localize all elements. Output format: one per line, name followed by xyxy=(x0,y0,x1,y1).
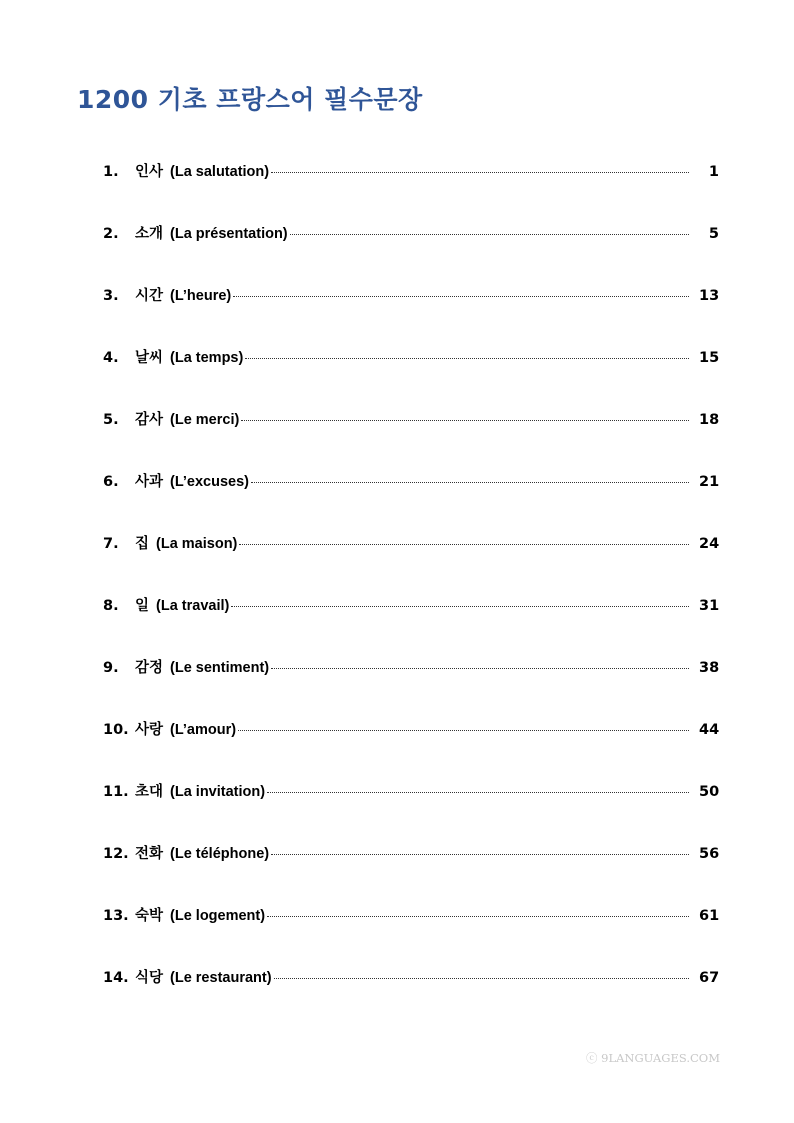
toc-entry-korean-title: 식당 xyxy=(135,970,164,986)
toc-entry-number: 9. xyxy=(103,660,119,676)
toc-entry-korean-title: 날씨 xyxy=(135,350,164,366)
toc-entry[interactable] xyxy=(103,842,719,904)
toc-entry-number: 5. xyxy=(103,412,119,428)
toc-entry-number: 2. xyxy=(103,226,119,242)
toc-entry-french-title: (Le merci) xyxy=(170,412,240,428)
toc-entry-french-title: (La présentation) xyxy=(170,226,288,242)
toc-entry[interactable] xyxy=(103,408,719,470)
toc-entry-korean-title: 전화 xyxy=(135,846,164,862)
toc-dot-leader xyxy=(233,295,689,297)
toc-entry-page-number: 67 xyxy=(699,970,720,986)
toc-entry-korean-title: 숙박 xyxy=(135,908,164,924)
toc-dot-leader xyxy=(238,729,689,731)
toc-entry-page-number: 31 xyxy=(699,598,720,614)
toc-entry-number: 3. xyxy=(103,288,119,304)
toc-entry-page-number: 15 xyxy=(699,350,720,366)
toc-entry-number: 1. xyxy=(103,164,119,180)
toc-entry-page-number: 5 xyxy=(708,226,719,242)
toc-entry-korean-title: 사랑 xyxy=(135,722,164,738)
toc-entry-french-title: (L’heure) xyxy=(170,288,232,304)
toc-entry[interactable] xyxy=(103,718,719,780)
toc-entry[interactable] xyxy=(103,904,719,966)
toc-entry-korean-title: 감사 xyxy=(135,412,164,428)
toc-entry[interactable] xyxy=(103,780,719,842)
toc-entry-french-title: (L’excuses) xyxy=(170,474,250,490)
toc-entry-french-title: (Le logement) xyxy=(170,908,266,924)
toc-dot-leader xyxy=(271,171,689,173)
toc-entry-number: 4. xyxy=(103,350,119,366)
toc-entry-number: 8. xyxy=(103,598,119,614)
toc-dot-leader xyxy=(271,853,689,855)
toc-entry-french-title: (Le sentiment) xyxy=(170,660,270,676)
toc-dot-leader xyxy=(290,233,689,235)
toc-dot-leader xyxy=(231,605,689,607)
toc-entry-number: 12. xyxy=(103,846,129,862)
toc-entry-page-number: 44 xyxy=(699,722,720,738)
toc-entry-french-title: (Le restaurant) xyxy=(170,970,272,986)
toc-entry-french-title: (La travail) xyxy=(156,598,230,614)
toc-entry-number: 14. xyxy=(103,970,129,986)
toc-entry-page-number: 18 xyxy=(699,412,720,428)
copyright-watermark: ⓒ 9LANGUAGES.COM xyxy=(586,1051,721,1065)
toc-entry-number: 7. xyxy=(103,536,119,552)
toc-entry-number: 11. xyxy=(103,784,129,800)
toc-entry[interactable] xyxy=(103,470,719,532)
toc-dot-leader xyxy=(267,791,689,793)
toc-entry-page-number: 38 xyxy=(699,660,720,676)
toc-entry-number: 10. xyxy=(103,722,129,738)
toc-entry-french-title: (La invitation) xyxy=(170,784,266,800)
toc-entry[interactable] xyxy=(103,656,719,718)
toc-entry[interactable] xyxy=(103,222,719,284)
toc-entry-page-number: 1 xyxy=(708,164,719,180)
toc-entry-korean-title: 감정 xyxy=(135,660,164,676)
table-of-contents xyxy=(103,160,719,1028)
toc-entry-page-number: 24 xyxy=(699,536,720,552)
toc-entry[interactable] xyxy=(103,532,719,594)
toc-dot-leader xyxy=(274,977,689,979)
toc-entry-korean-title: 일 xyxy=(135,598,150,614)
toc-dot-leader xyxy=(245,357,689,359)
toc-entry-page-number: 50 xyxy=(699,784,720,800)
toc-dot-leader xyxy=(267,915,689,917)
toc-entry-korean-title: 초대 xyxy=(135,784,164,800)
toc-dot-leader xyxy=(251,481,689,483)
toc-entry-korean-title: 시간 xyxy=(135,288,164,304)
toc-entry-page-number: 13 xyxy=(699,288,720,304)
toc-entry-korean-title: 사과 xyxy=(135,474,164,490)
toc-entry-number: 6. xyxy=(103,474,119,490)
toc-entry[interactable] xyxy=(103,346,719,408)
toc-entry-french-title: (La temps) xyxy=(170,350,244,366)
toc-entry-page-number: 21 xyxy=(699,474,720,490)
toc-entry-korean-title: 소개 xyxy=(135,226,164,242)
toc-entry-french-title: (Le téléphone) xyxy=(170,846,270,862)
toc-dot-leader xyxy=(241,419,689,421)
toc-entry-korean-title: 인사 xyxy=(135,164,164,180)
toc-entry-page-number: 56 xyxy=(699,846,720,862)
toc-entry-french-title: (La salutation) xyxy=(170,164,270,180)
toc-entry-korean-title: 집 xyxy=(135,536,150,552)
toc-entry[interactable] xyxy=(103,284,719,346)
toc-entry[interactable] xyxy=(103,160,719,222)
toc-entry-french-title: (La maison) xyxy=(156,536,238,552)
toc-entry-page-number: 61 xyxy=(699,908,720,924)
toc-entry-french-title: (L’amour) xyxy=(170,722,237,738)
toc-entry[interactable] xyxy=(103,966,719,1028)
toc-entry[interactable] xyxy=(103,594,719,656)
toc-dot-leader xyxy=(239,543,689,545)
toc-entry-number: 13. xyxy=(103,908,129,924)
toc-dot-leader xyxy=(271,667,689,669)
document-title: 1200 기초 프랑스어 필수문장 xyxy=(77,85,423,114)
